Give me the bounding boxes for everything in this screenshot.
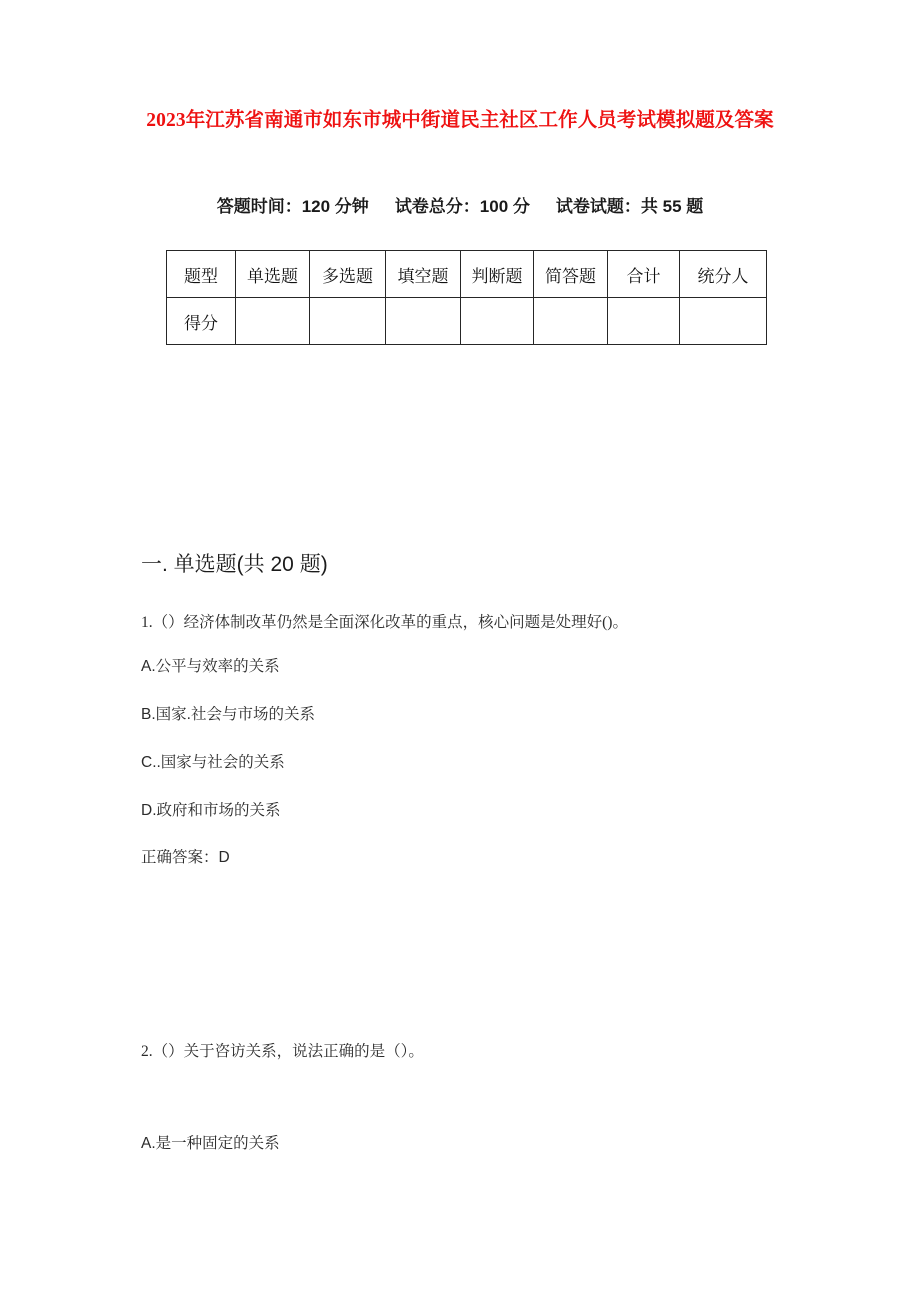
score-table: [166, 250, 767, 345]
question-1-option-d[interactable]: D.政府和市场的关系: [141, 802, 281, 819]
score-table-container: [166, 250, 758, 345]
table-cell-score-judge[interactable]: [461, 298, 534, 345]
table-header-cell-short: 简答题: [534, 251, 608, 298]
question-1-stem: 1.（）经济体制改革仍然是全面深化改革的重点，核心问题是处理好()。: [141, 614, 628, 631]
table-header-cell-scorer: 统分人: [680, 251, 767, 298]
table-header-cell-fill: 填空题: [386, 251, 461, 298]
table-row-score: [167, 298, 767, 345]
table-cell-score-short[interactable]: [534, 298, 608, 345]
question-1-option-b[interactable]: B.国家.社会与市场的关系: [141, 706, 315, 723]
question-2-option-a[interactable]: A.是一种固定的关系: [141, 1135, 280, 1152]
table-header-cell-multi: 多选题: [310, 251, 386, 298]
question-1-answer-label: 正确答案：: [141, 849, 219, 866]
table-cell-score-total[interactable]: [608, 298, 680, 345]
table-header-cell-judge: 判断题: [461, 251, 534, 298]
exam-total-score-label: 试卷总分：100 分: [394, 197, 530, 216]
table-cell-score-multi[interactable]: [310, 298, 386, 345]
document-title: 2023年江苏省南通市如东市城中街道民主社区工作人员考试模拟题及答案: [146, 110, 774, 131]
section-heading-single-choice: 一. 单选题(共 20 题): [141, 553, 328, 576]
table-cell-score-fill[interactable]: [386, 298, 461, 345]
table-cell-score-single[interactable]: [236, 298, 310, 345]
question-1-answer: [141, 845, 230, 867]
exam-question-count-label: 试卷试题：共 55 题: [555, 197, 704, 216]
table-row-header: [167, 251, 767, 298]
question-1-option-a[interactable]: A.公平与效率的关系: [141, 658, 280, 675]
table-cell-score-label: 得分: [167, 298, 236, 345]
table-cell-score-scorer[interactable]: [680, 298, 767, 345]
table-header-cell-type: 题型: [167, 251, 236, 298]
table-header-cell-total: 合计: [608, 251, 680, 298]
question-1-answer-value: D: [218, 849, 230, 866]
table-header-cell-single: 单选题: [236, 251, 310, 298]
exam-meta-line: [0, 192, 920, 217]
exam-time-label: 答题时间：120 分钟: [216, 197, 369, 216]
question-1-option-c[interactable]: C..国家与社会的关系: [141, 754, 285, 771]
question-2-stem: 2.（）关于咨访关系，说法正确的是（）。: [141, 1043, 424, 1060]
